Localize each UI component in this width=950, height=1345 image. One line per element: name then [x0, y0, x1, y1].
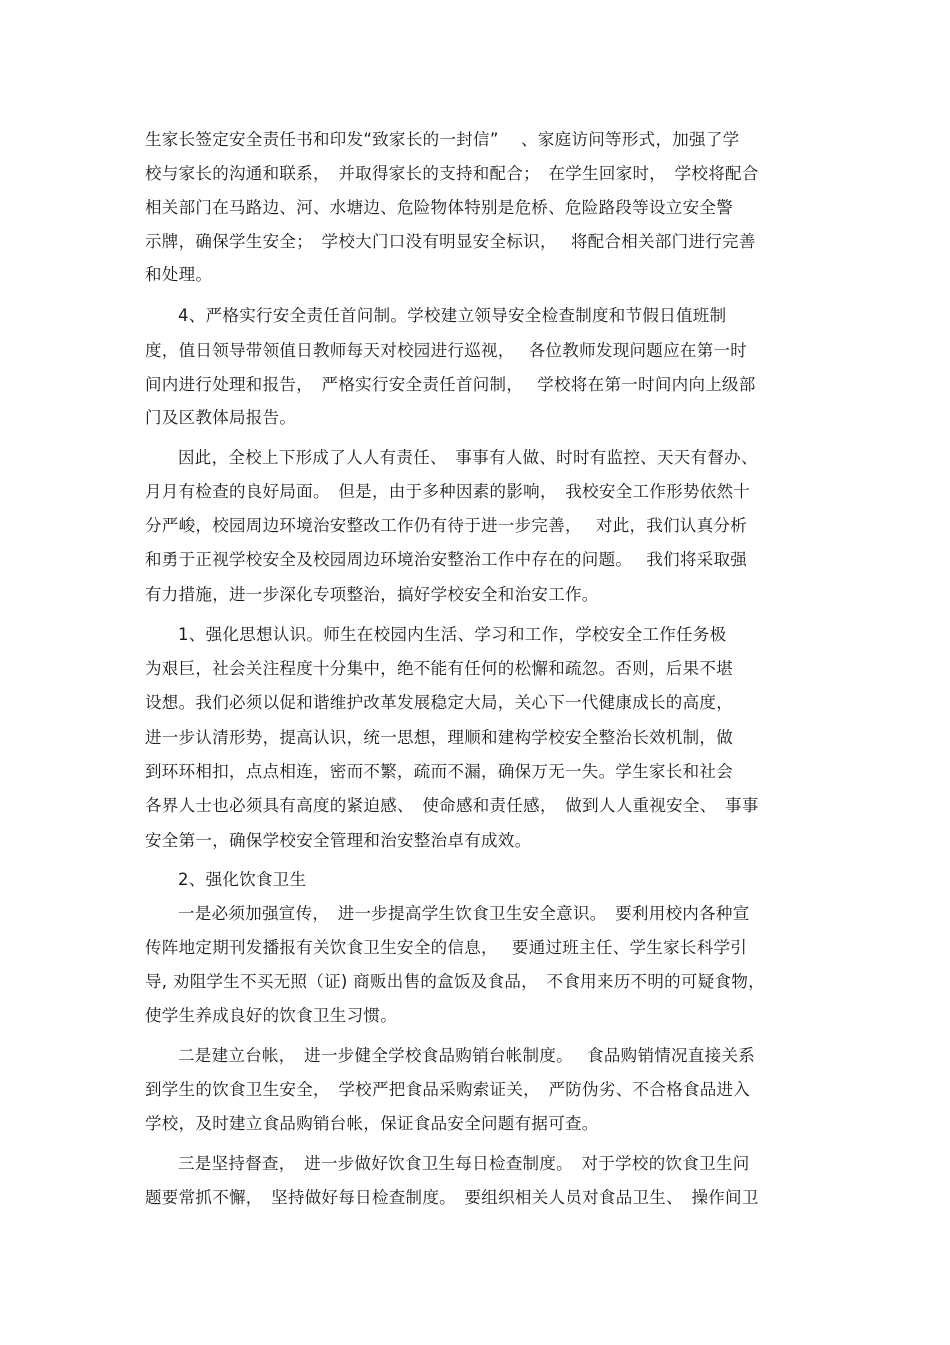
text-line: 三是坚持督查， 进一步做好饮食卫生每日检查制度。 对于学校的饮食卫生问: [178, 1154, 750, 1173]
text-line: 导, 劝阻学生不买无照（证) 商贩出售的盒饭及食品， 不食用来历不明的可疑食物，: [145, 972, 765, 991]
text-line: 4、严格实行安全责任首问制。学校建立领导安全检查制度和节假日值班制: [178, 306, 727, 325]
text-line: 二是建立台帐， 进一步健全学校食品购销台帐制度。 食品购销情况直接关系: [178, 1046, 756, 1065]
text-line: 示牌，确保学生安全； 学校大门口没有明显安全标识， 将配合相关部门进行完善: [145, 232, 756, 251]
text-line: 间内进行处理和报告， 严格实行安全责任首问制， 学校将在第一时间内向上级部: [145, 375, 756, 394]
text-line: 有力措施，进一步深化专项整治，搞好学校安全和治安工作。: [145, 585, 599, 604]
text-line: 使学生养成良好的饮食卫生习惯。: [145, 1006, 397, 1025]
text-line: 度，值日领导带领值日教师每天对校园进行巡视， 各位教师发现问题应在第一时: [145, 341, 748, 360]
text-line: 一是必须加强宣传， 进一步提高学生饮食卫生安全意识。 要利用校内各种宣: [178, 904, 750, 923]
text-line: 设想。我们必须以促和谐维护改革发展稳定大局，关心下一代健康成长的高度，: [145, 693, 733, 712]
text-line: 为艰巨，社会关注程度十分集中，绝不能有任何的松懈和疏忽。否则，后果不堪: [145, 659, 733, 678]
text-line: 各界人士也必须具有高度的紧迫感、 使命感和责任感， 做到人人重视安全、 事事: [145, 796, 759, 815]
text-line: 因此，全校上下形成了人人有责任、 事事有人做、时时有监控、天天有督办、: [178, 448, 758, 467]
text-line: 分严峻，校园周边环境治安整改工作仍有待于进一步完善， 对此，我们认真分析: [145, 516, 748, 535]
text-line: 进一步认清形势，提高认识，统一思想，理顺和建构学校安全整治长效机制，做: [145, 728, 733, 747]
text-line: 门及区教体局报告。: [145, 408, 297, 427]
text-line: 题要常抓不懈， 坚持做好每日检查制度。 要组织相关人员对食品卫生、 操作间卫: [145, 1188, 759, 1207]
text-line: 安全第一，确保学校安全管理和治安整治卓有成效。: [145, 831, 532, 850]
text-line: 校与家长的沟通和联系， 并取得家长的支持和配合； 在学生回家时， 学校将配合: [145, 164, 759, 183]
text-line: 生家长签定安全责任书和印发“致家长的一封信” 、家庭访问等形式，加强了学: [145, 130, 740, 149]
text-line: 2、强化饮食卫生: [178, 870, 307, 889]
text-line: 月月有检查的良好局面。 但是，由于多种因素的影响， 我校安全工作形势依然十: [145, 482, 751, 501]
text-line: 到学生的饮食卫生安全， 学校严把食品采购索证关， 严防伪劣、不合格食品进入: [145, 1080, 751, 1099]
text-line: 1、强化思想认识。师生在校园内生活、学习和工作，学校安全工作任务极: [178, 625, 727, 644]
text-line: 到环环相扣，点点相连，密而不繁，疏而不漏，确保万无一失。学生家长和社会: [145, 762, 733, 781]
text-line: 和处理。: [145, 265, 213, 284]
text-line: 传阵地定期刊发播报有关饮食卫生安全的信息， 要通过班主任、学生家长科学引: [145, 938, 748, 957]
text-line: 学校，及时建立食品购销台帐，保证食品安全问题有据可查。: [145, 1114, 599, 1133]
text-line: 相关部门在马路边、河、水塘边、危险物体特别是危桥、危险路段等设立安全警: [145, 198, 733, 217]
text-line: 和勇于正视学校安全及校园周边环境治安整治工作中存在的问题。 我们将采取强: [145, 550, 748, 569]
